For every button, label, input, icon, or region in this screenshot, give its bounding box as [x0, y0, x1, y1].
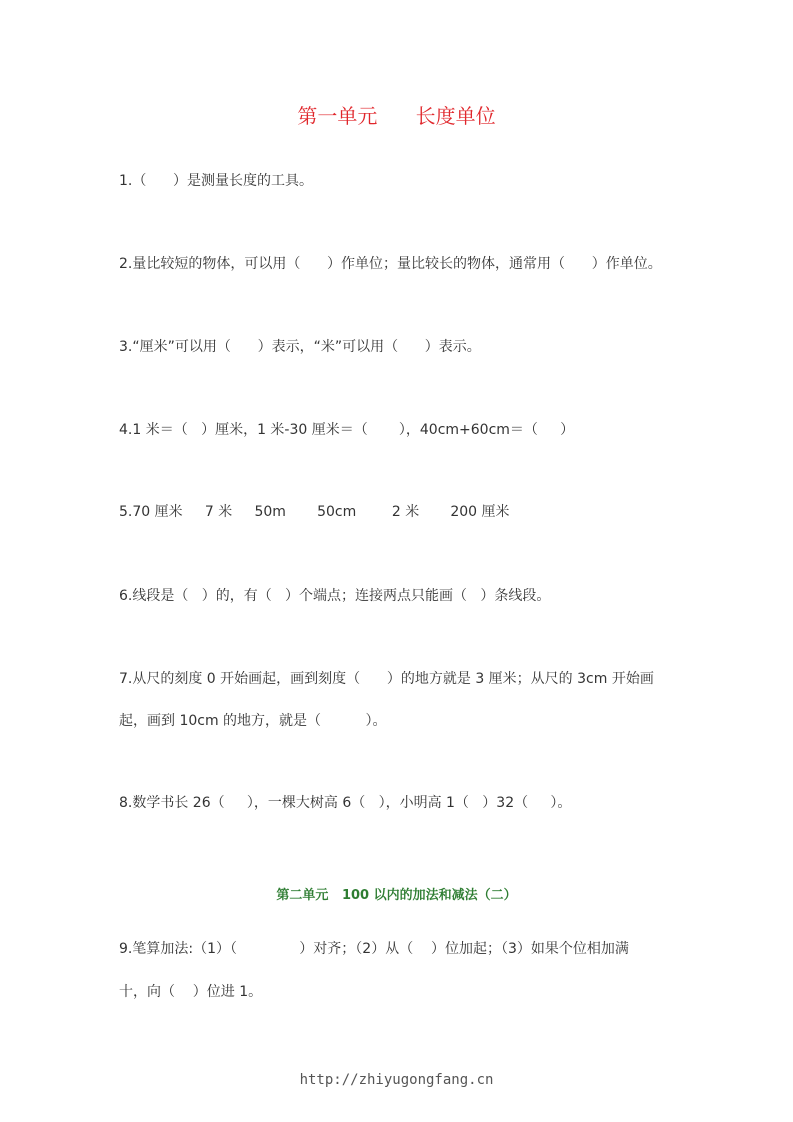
footer-url: http://zhiyugongfang.cn [299, 1072, 494, 1088]
question-4: 4.1 米＝（ ）厘米，1 米-30 厘米＝（ ），40cm+60cm＝（ ） [119, 422, 575, 438]
question-2: 2.量比较短的物体，可以用（ ）作单位；量比较长的物体，通常用（ ）作单位。 [119, 256, 662, 272]
question-9-line-1: 9.笔算加法:（1）（ ）对齐；（2）从（ ）位加起；（3）如果个位相加满 [119, 941, 629, 957]
question-6: 6.线段是（ ）的，有（ ）个端点；连接两点只能画（ ）条线段。 [119, 588, 551, 604]
question-9-line-2: 十，向（ ）位进 1。 [119, 984, 263, 1000]
question-1: 1.（ ）是测量长度的工具。 [119, 173, 314, 189]
question-7-line-2: 起，画到 10cm 的地方，就是（ ）。 [119, 713, 387, 729]
page-title: 第一单元 长度单位 [297, 104, 496, 128]
question-7-line-1: 7.从尺的刻度 0 开始画起，画到刻度（ ）的地方就是 3 厘米；从尺的 3cm 开始画 [119, 671, 654, 687]
question-5: 5.70 厘米 7 米 50m 50cm 2 米 200 厘米 [119, 504, 510, 520]
section-2-title: 第二单元 100 以内的加法和减法（二） [276, 888, 517, 903]
question-8: 8.数学书长 26（ ），一棵大树高 6（ ），小明高 1（ ）32（ ）。 [119, 795, 572, 811]
question-3: 3.“厘米”可以用（ ）表示，“米”可以用（ ）表示。 [119, 339, 481, 355]
